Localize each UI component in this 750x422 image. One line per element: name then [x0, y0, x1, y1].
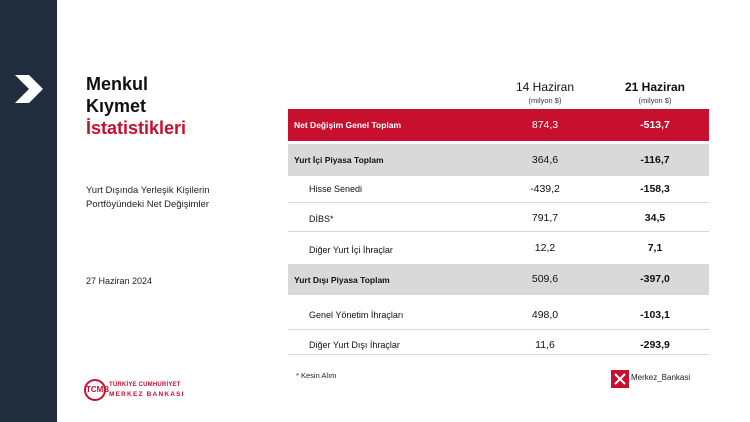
title-line-1: Menkul — [86, 74, 149, 94]
row-value-21-june: -103,1 — [640, 309, 670, 321]
row-label: Hisse Senedi — [309, 184, 363, 194]
title-line-3: İstatistikleri — [86, 118, 187, 138]
tcmb-seal-icon: TCMB — [84, 379, 106, 401]
row-label: Yurt Dışı Piyasa Toplam — [294, 275, 390, 285]
row-value-21-june: -293,9 — [640, 339, 670, 351]
page-subtitle — [86, 184, 210, 212]
table-row-other-domestic — [288, 232, 709, 262]
table-row-foreign-total — [288, 264, 709, 295]
subtitle-line-1: Yurt Dışında Yerleşik Kişilerin — [86, 185, 210, 196]
row-value-14-june: -439,2 — [530, 183, 560, 195]
column-header-2-unit: (milyon $) — [638, 96, 672, 105]
row-value-14-june: 791,7 — [531, 212, 559, 224]
column-header-2 — [595, 80, 715, 105]
row-value-14-june: 509,6 — [531, 273, 559, 285]
row-value-21-june: -513,7 — [640, 119, 670, 131]
row-value-21-june: 7,1 — [647, 242, 663, 254]
social-handle[interactable]: Merkez_Bankasi — [631, 373, 691, 382]
table-row-dibs — [288, 203, 709, 232]
column-header-1 — [485, 80, 605, 105]
chevron-right-icon — [13, 73, 45, 105]
footnote: * Kesin Alım — [296, 371, 337, 380]
row-label: Diğer Yurt Dışı İhraçlar — [309, 340, 400, 350]
page-title — [86, 73, 186, 139]
row-value-21-june: -158,3 — [640, 183, 670, 195]
table-row-other-foreign — [288, 330, 709, 355]
table-row-equity — [288, 176, 709, 203]
subtitle-line-2: Portföyündeki Net Değişimler — [86, 199, 210, 210]
table-row-domestic-total — [288, 144, 709, 176]
sidebar — [0, 0, 57, 422]
row-value-21-june: -397,0 — [640, 273, 670, 285]
x-logo-icon[interactable] — [611, 370, 629, 388]
publication-date: 27 Haziran 2024 — [86, 276, 153, 286]
row-label: Genel Yönetim İhraçları — [309, 310, 404, 320]
tcmb-logo — [84, 379, 184, 403]
title-line-2: Kıymet — [86, 96, 147, 116]
column-header-2-date: 21 Haziran — [624, 80, 686, 94]
row-value-14-june: 498,0 — [531, 309, 559, 321]
column-header-1-date: 14 Haziran — [515, 80, 575, 94]
row-value-14-june: 11,6 — [535, 339, 555, 351]
logo-line-1: TÜRKİYE CUMHURİYET — [109, 382, 181, 388]
row-label: Diğer Yurt İçi İhraçlar — [309, 245, 393, 255]
row-value-14-june: 364,6 — [531, 154, 559, 166]
row-label: Net Değişim Genel Toplam — [294, 120, 402, 130]
logo-line-2: MERKEZ BANKASI — [109, 391, 185, 398]
table-row-government-issuance — [288, 295, 709, 330]
row-label: Yurt İçi Piyasa Toplam — [294, 155, 384, 165]
row-value-21-june: -116,7 — [640, 154, 670, 166]
row-value-21-june: 34,5 — [644, 212, 666, 224]
column-header-1-unit: (milyon $) — [528, 96, 562, 105]
row-value-14-june: 12,2 — [534, 242, 556, 254]
row-label: DİBS* — [309, 214, 334, 224]
table-row-net-total — [288, 109, 709, 141]
row-value-14-june: 874,3 — [531, 119, 559, 131]
